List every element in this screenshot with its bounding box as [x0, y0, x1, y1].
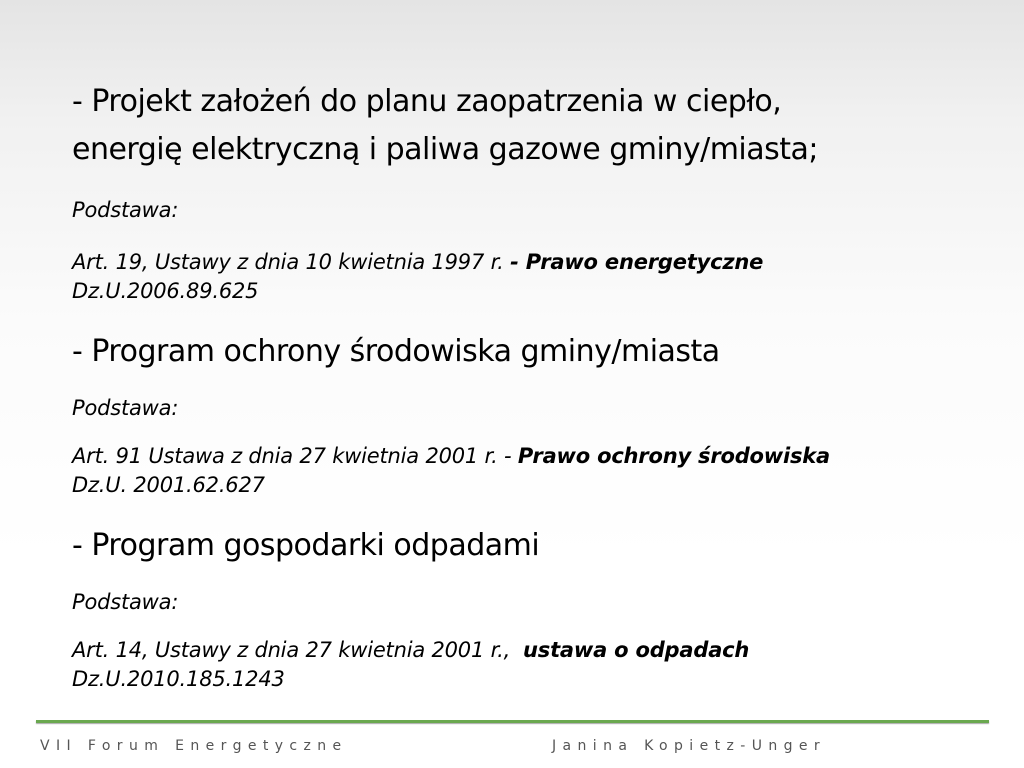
citation-act-name: ustawa o odpadach [523, 638, 750, 662]
citation-journal: Dz.U.2006.89.625 [72, 279, 259, 303]
citation-line [72, 636, 992, 665]
section-title-line: - Program gospodarki odpadami [72, 528, 540, 563]
citation-line [72, 442, 992, 471]
section-title-line: - Projekt założeń do planu zaopatrzenia w ciepło, [72, 84, 782, 119]
basis-label: Podstawa: [72, 396, 179, 420]
basis-label: Podstawa: [72, 198, 179, 222]
legal-citation [72, 442, 992, 500]
section-title [72, 328, 992, 376]
citation-act-name: - Prawo energetyczne [510, 250, 764, 274]
footer-author-name: Janina Kopietz-Unger [552, 738, 827, 754]
citation-journal: Dz.U. 2001.62.627 [72, 473, 265, 497]
citation-prefix: Art. 91 Ustawa z dnia 27 kwietnia 2001 r. - [72, 444, 518, 468]
section-title [72, 522, 992, 570]
citation-journal: Dz.U.2010.185.1243 [72, 667, 285, 691]
section-title-line: - Program ochrony środowiska gminy/miasta [72, 334, 720, 369]
section-title [72, 78, 992, 174]
section-heat-energy-plan [72, 78, 992, 306]
citation-prefix: Art. 14, Ustawy z dnia 27 kwietnia 2001 r., [72, 638, 524, 662]
section-waste-program [72, 522, 992, 694]
citation-act-name: Prawo ochrony środowiska [517, 444, 831, 468]
basis-label: Podstawa: [72, 590, 179, 614]
citation-prefix: Art. 19, Ustawy z dnia 10 kwietnia 1997 r. [72, 250, 511, 274]
legal-citation [72, 636, 992, 694]
section-environment-program [72, 328, 992, 500]
slide-content [72, 78, 992, 694]
citation-line [72, 248, 992, 277]
legal-citation [72, 248, 992, 306]
footer-event-name: VII Forum Energetyczne [40, 738, 348, 754]
section-title-line: energię elektryczną i paliwa gazowe gminy/miasta; [72, 132, 819, 167]
footer-divider [36, 720, 989, 723]
